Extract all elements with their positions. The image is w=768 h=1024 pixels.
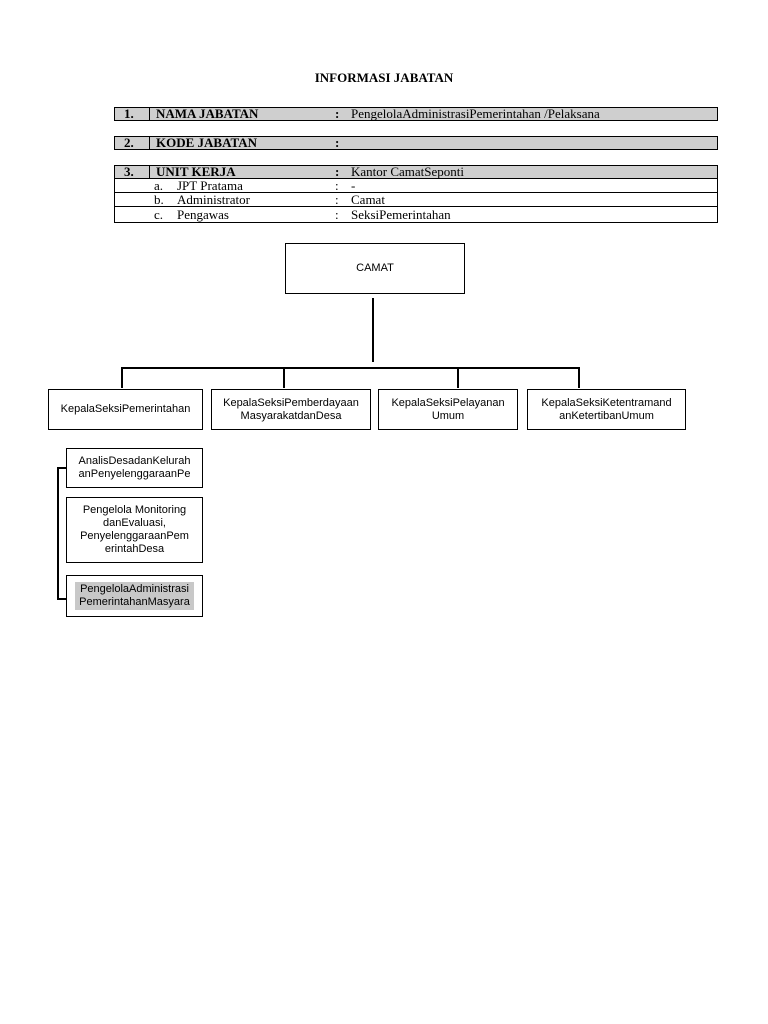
staff-connector-tick	[57, 467, 66, 469]
sub-colon: :	[335, 191, 339, 207]
field-colon: :	[335, 135, 340, 150]
sub-label: Pengawas	[177, 206, 229, 222]
org-box-section	[211, 389, 371, 430]
sub-value: Camat	[351, 191, 385, 207]
field-label: UNIT KERJA	[156, 164, 236, 179]
unit-sub-row-administrator	[114, 193, 718, 207]
sub-label: JPT Pratama	[177, 177, 243, 193]
sub-colon: :	[335, 206, 339, 222]
field-row-nama-jabatan	[114, 107, 718, 121]
field-value: Kantor CamatSeponti	[351, 164, 465, 179]
org-box-label: Pengelola Monitoring danEvaluasi, PenyelenggaraanPem erintahDesa	[80, 504, 189, 555]
org-connector-drop	[578, 367, 580, 388]
org-connector-drop	[283, 367, 285, 388]
field-value: PengelolaAdministrasiPemerintahan /Pelaksana	[351, 106, 600, 121]
unit-sub-row-pengawas	[114, 207, 718, 223]
sub-letter: b.	[154, 191, 164, 207]
field-number: 2.	[115, 137, 150, 149]
field-colon: :	[335, 164, 340, 179]
org-box-section	[527, 389, 686, 430]
org-box-section	[378, 389, 518, 430]
sub-label: Administrator	[177, 191, 250, 207]
field-row-kode-jabatan	[114, 136, 718, 150]
org-box-label: KepalaSeksiPemerintahan	[60, 403, 191, 415]
sub-letter: a.	[154, 177, 164, 193]
field-label: KODE JABATAN	[156, 135, 257, 150]
sub-value: -	[351, 177, 356, 193]
org-connector-drop	[457, 367, 459, 388]
org-box-staff	[66, 448, 203, 488]
staff-connector-vertical	[57, 467, 59, 600]
field-colon: :	[335, 106, 340, 121]
org-box-label: KepalaSeksiPelayanan Umum	[391, 396, 505, 422]
sub-colon: :	[335, 177, 339, 193]
org-connector-drop	[121, 367, 123, 388]
org-box-staff	[66, 497, 203, 563]
document-title: INFORMASI JABATAN	[314, 70, 454, 85]
org-connector-vertical	[372, 298, 374, 362]
org-box-camat	[285, 243, 465, 294]
org-box-label: KepalaSeksiPemberdayaan MasyarakatdanDesa	[223, 396, 359, 422]
field-label: NAMA JABATAN	[156, 106, 259, 121]
sub-letter: c.	[154, 206, 164, 222]
org-box-label: PengelolaAdministrasi PemerintahanMasyara	[75, 582, 194, 610]
org-box-label: AnalisDesadanKelurah anPenyelenggaraanPe	[78, 455, 191, 480]
org-box-section	[48, 389, 203, 430]
org-connector-horizontal	[121, 367, 580, 369]
org-box-label: KepalaSeksiKetentramand anKetertibanUmum	[541, 396, 672, 422]
org-box-staff-highlighted	[66, 575, 203, 617]
field-number: 3.	[115, 166, 150, 178]
org-box-label: CAMAT	[356, 262, 394, 274]
staff-connector-tick	[57, 598, 66, 600]
field-number: 1.	[115, 108, 150, 120]
sub-value: SeksiPemerintahan	[351, 206, 451, 222]
